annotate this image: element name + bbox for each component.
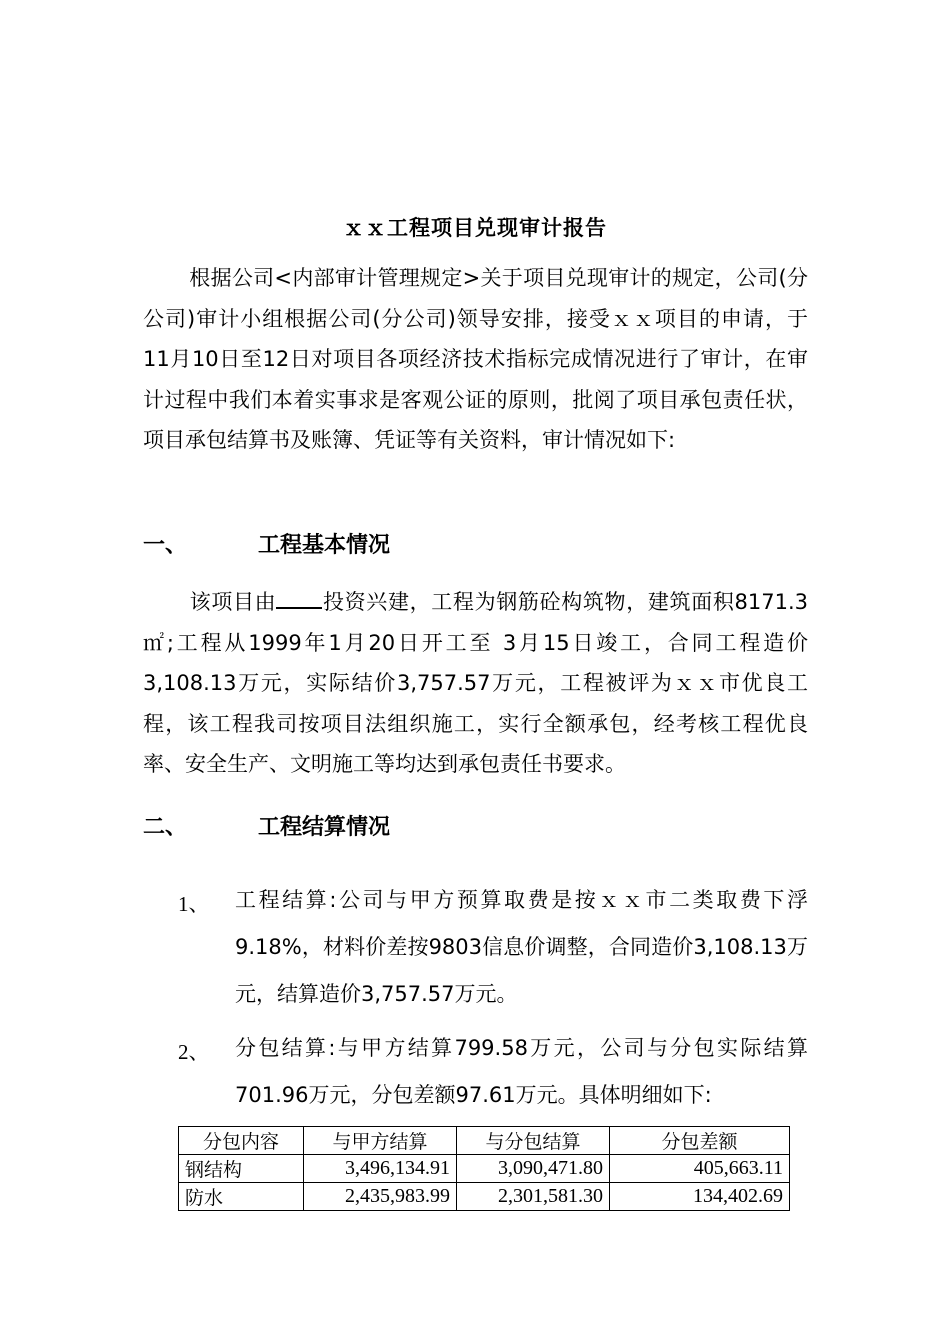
table-cell: 3,496,134.91 xyxy=(304,1155,457,1183)
table-header-row xyxy=(179,1127,790,1155)
subcontract-detail-table xyxy=(178,1126,790,1211)
list-item-number: 2、 xyxy=(178,1040,210,1064)
column-header: 分包差额 xyxy=(610,1127,790,1155)
section-1-title: 工程基本情况 xyxy=(258,533,391,558)
column-header: 与分包结算 xyxy=(457,1127,610,1155)
intro-paragraph xyxy=(143,258,808,461)
column-header: 分包内容 xyxy=(179,1127,304,1155)
report-title: ｘｘ工程项目兑现审计报告 xyxy=(343,216,607,240)
table-cell: 防水 xyxy=(179,1183,304,1211)
section-1-paragraph xyxy=(143,582,808,785)
column-header: 与甲方结算 xyxy=(304,1127,457,1155)
table-cell: 2,435,983.99 xyxy=(304,1183,457,1211)
section-1-number: 一、 xyxy=(143,533,188,558)
table-row xyxy=(179,1183,790,1211)
section-2-title: 工程结算情况 xyxy=(258,815,391,840)
table-cell: 2,301,581.30 xyxy=(457,1183,610,1211)
table-cell: 134,402.69 xyxy=(610,1183,790,1211)
list-item-number: 1、 xyxy=(178,892,210,916)
intro-text: 根据公司<内部审计管理规定>关于项目兑现审计的规定，公司(分公司)审计小组根据公司(分公司)领导安排，接受ｘｘ项目的申请，于 11月10日至12日对项目各项经济技术指标完成情况进行了审计，在审计过程中我们本着实事求是客观公证的原则，批阅了项目承包责任状，项目承包结算书及账簿、凭证等有关资料，审计情况如下: xyxy=(143,266,808,452)
table-cell: 405,663.11 xyxy=(610,1155,790,1183)
table-row xyxy=(179,1155,790,1183)
list-item-text: 工程结算:公司与甲方预算取费是按ｘｘ市二类取费下浮9.18%，材料价差按9803信息价调整，合同造价3,108.13万元，结算造价3,757.57万元。 xyxy=(235,888,808,1006)
section-1-text-a: 该项目由 xyxy=(189,590,277,614)
fill-in-blank xyxy=(276,589,322,609)
section-2-number: 二、 xyxy=(143,815,188,840)
table-cell: 钢结构 xyxy=(179,1155,304,1183)
table-cell: 3,090,471.80 xyxy=(457,1155,610,1183)
section-1-text-b: 投资兴建，工程为钢筋砼构筑物，建筑面积8171.3㎡;工程从1999年1月20日开工至 3月15日竣工，合同工程造价3,108.13万元，实际结价3,757.57万元，工程被评为ｘｘ市优良工程，该工程我司按项目法组织施工，实行全额承包，经考核工程优良率、安全生产、文明施工等均达到承包责任书要求。 xyxy=(143,590,809,776)
section-1-heading xyxy=(143,528,390,559)
section-2-heading xyxy=(143,810,390,841)
list-item-text: 分包结算:与甲方结算799.58万元，公司与分包实际结算701.96万元，分包差额97.61万元。具体明细如下: xyxy=(235,1036,808,1107)
